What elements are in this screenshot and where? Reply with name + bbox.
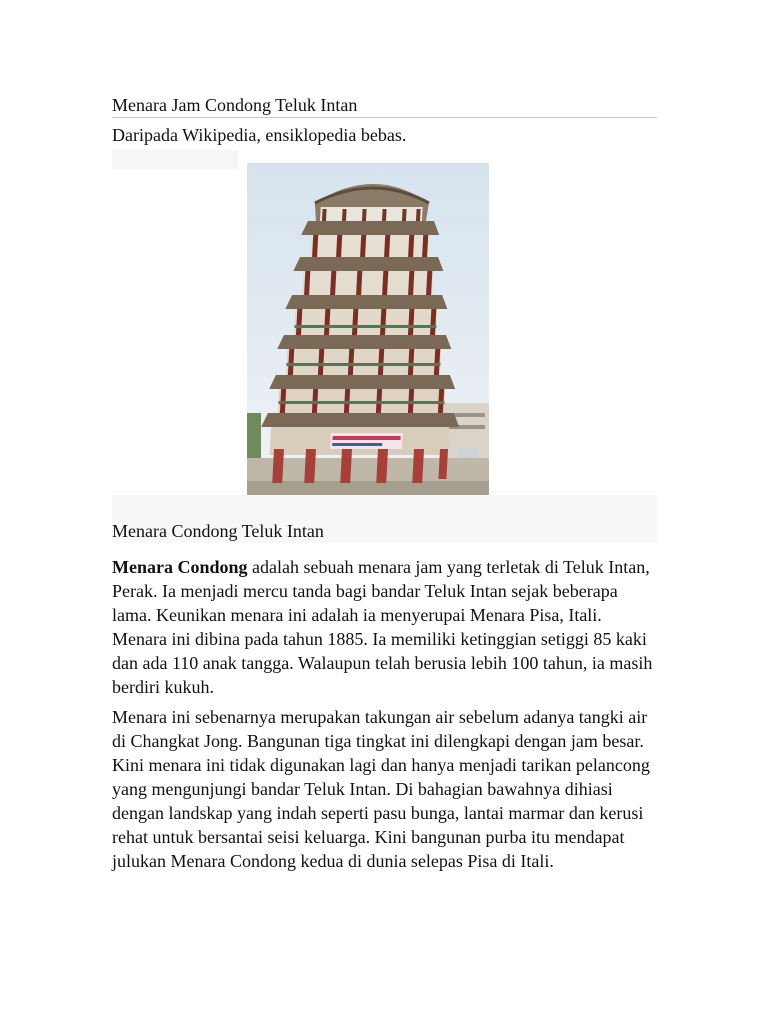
article-subtitle: Daripada Wikipedia, ensiklopedia bebas. xyxy=(112,125,407,145)
image-caption: Menara Condong Teluk Intan xyxy=(112,521,324,541)
tower-photo xyxy=(247,163,489,495)
paragraph-1 xyxy=(112,555,657,699)
paragraph-1-lead: Menara Condong xyxy=(112,557,248,577)
paragraph-2: Menara ini sebenarnya merupakan takungan air sebelum adanya tangki air di Changkat Jong. Bangunan tiga tingkat ini dilengkapi dengan jam besar. Kini menara ini tidak digunakan lagi dan hanya menjadi tarikan pelancong yang mengunjungi bandar Teluk Intan. Di bahagian bawahnya dihiasi dengan landskap yang indah seperti pasu bunga, lantai marmar dan kerusi rehat untuk bersantai seisi keluarga. Kini bangunan purba itu mendapat julukan Menara Condong kedua di dunia selepas Pisa di Itali. xyxy=(112,707,650,871)
tower-illustration xyxy=(247,163,489,495)
grey-strip xyxy=(112,150,238,169)
paragraph-1-text: adalah sebuah menara jam yang terletak di Teluk Intan, Perak. Ia menjadi mercu tanda bagi bandar Teluk Intan sejak beberapa lama. Keunikan menara ini adalah ia menyerupai Menara Pisa, Itali. Menara ini dibina pada tahun 1885. Ia memiliki ketinggian setiggi 85 kaki dan ada 110 anak tangga. Walaupun telah berusia lebih 100 tahun, ia masih berdiri kukuh. xyxy=(112,557,653,697)
article-title: Menara Jam Condong Teluk Intan xyxy=(112,94,657,118)
